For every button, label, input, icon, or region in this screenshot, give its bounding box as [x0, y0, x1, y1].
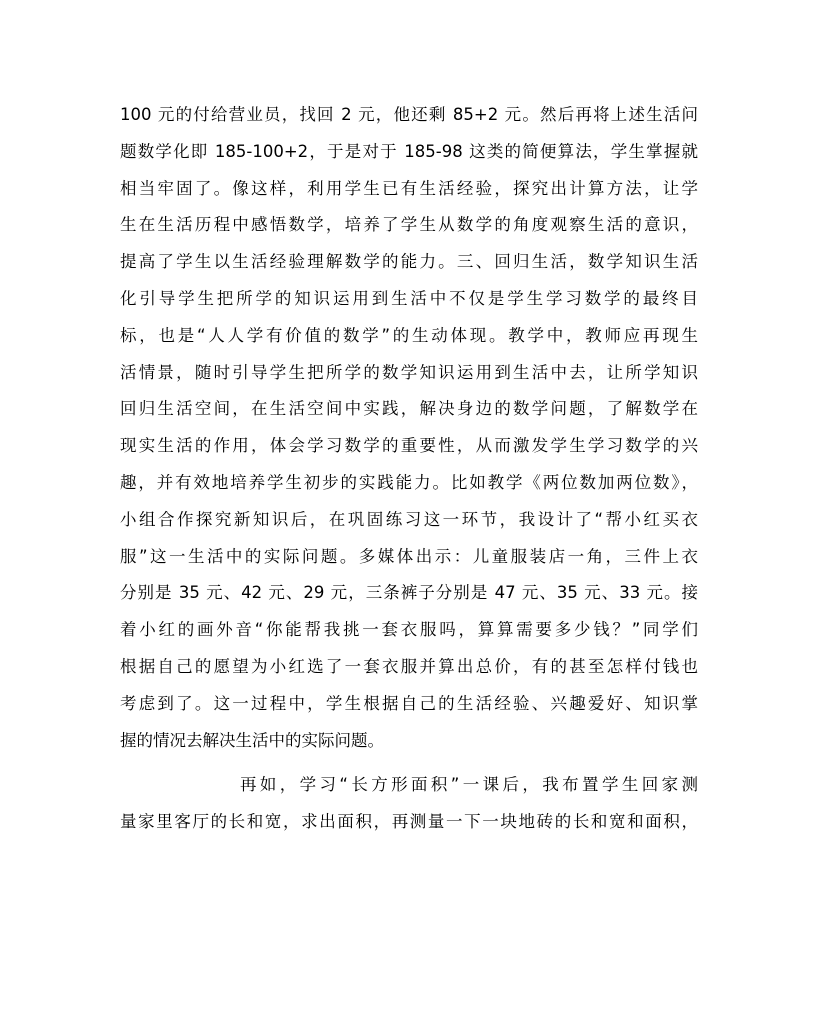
text-line: 回归生活空间，在生活空间中实践，解决身边的数学问题，了解数学在 — [120, 399, 698, 419]
text-line: 握的情况去解决生活中的实际问题。 — [120, 730, 384, 750]
text-line: 再如，学习“长方形面积”一课后，我布置学生回家测 — [240, 775, 698, 795]
text-line: 趣，并有效地培养学生初步的实践能力。比如教学《两位数加两位数》， — [120, 472, 698, 492]
text-line: 量家里客厅的长和宽，求出面积，再测量一下一块地砖的长和宽和面积， — [120, 812, 698, 832]
text-line: 着小红的画外音“你能帮我挑一套衣服吗，算算需要多少钱？”同学们 — [120, 620, 698, 640]
text-line: 标，也是“人人学有价值的数学”的生动体现。教学中，教师应再现生 — [120, 325, 698, 345]
text-line: 小组合作探究新知识后，在巩固练习这一环节，我设计了“帮小红买衣 — [120, 509, 698, 529]
text-line: 题数学化即 185-100+2，于是对于 185-98 这类的简便算法，学生掌握就 — [120, 141, 698, 161]
text-line: 分别是 35 元、42 元、29 元，三条裤子分别是 47 元、35 元、33 元。接 — [120, 583, 698, 603]
document-body — [120, 97, 698, 841]
text-line: 生在生活历程中感悟数学，培养了学生从数学的角度观察生活的意识， — [120, 215, 698, 235]
text-line: 提高了学生以生活经验理解数学的能力。三、回归生活，数学知识生活 — [120, 252, 698, 272]
paragraph-gap — [120, 759, 698, 767]
text-line: 根据自己的愿望为小红选了一套衣服并算出总价，有的甚至怎样付钱也 — [120, 656, 698, 676]
text-line: 100 元的付给营业员，找回 2 元，他还剩 85+2 元。然后再将上述生活问 — [120, 105, 698, 124]
text-line: 现实生活的作用，体会学习数学的重要性，从而激发学生学习数学的兴 — [120, 436, 698, 456]
text-line: 化引导学生把所学的知识运用到生活中不仅是学生学习数学的最终目 — [120, 288, 698, 308]
paragraph-2 — [120, 767, 698, 841]
paragraph-1 — [120, 97, 698, 759]
text-line: 相当牢固了。像这样，利用学生已有生活经验，探究出计算方法，让学 — [120, 178, 698, 198]
text-line: 考虑到了。这一过程中，学生根据自己的生活经验、兴趣爱好、知识掌 — [120, 693, 698, 713]
text-line: 活情景，随时引导学生把所学的数学知识运用到生活中去，让所学知识 — [120, 362, 698, 382]
text-line: 服”这一生活中的实际问题。多媒体出示：儿童服装店一角，三件上衣 — [120, 546, 698, 566]
